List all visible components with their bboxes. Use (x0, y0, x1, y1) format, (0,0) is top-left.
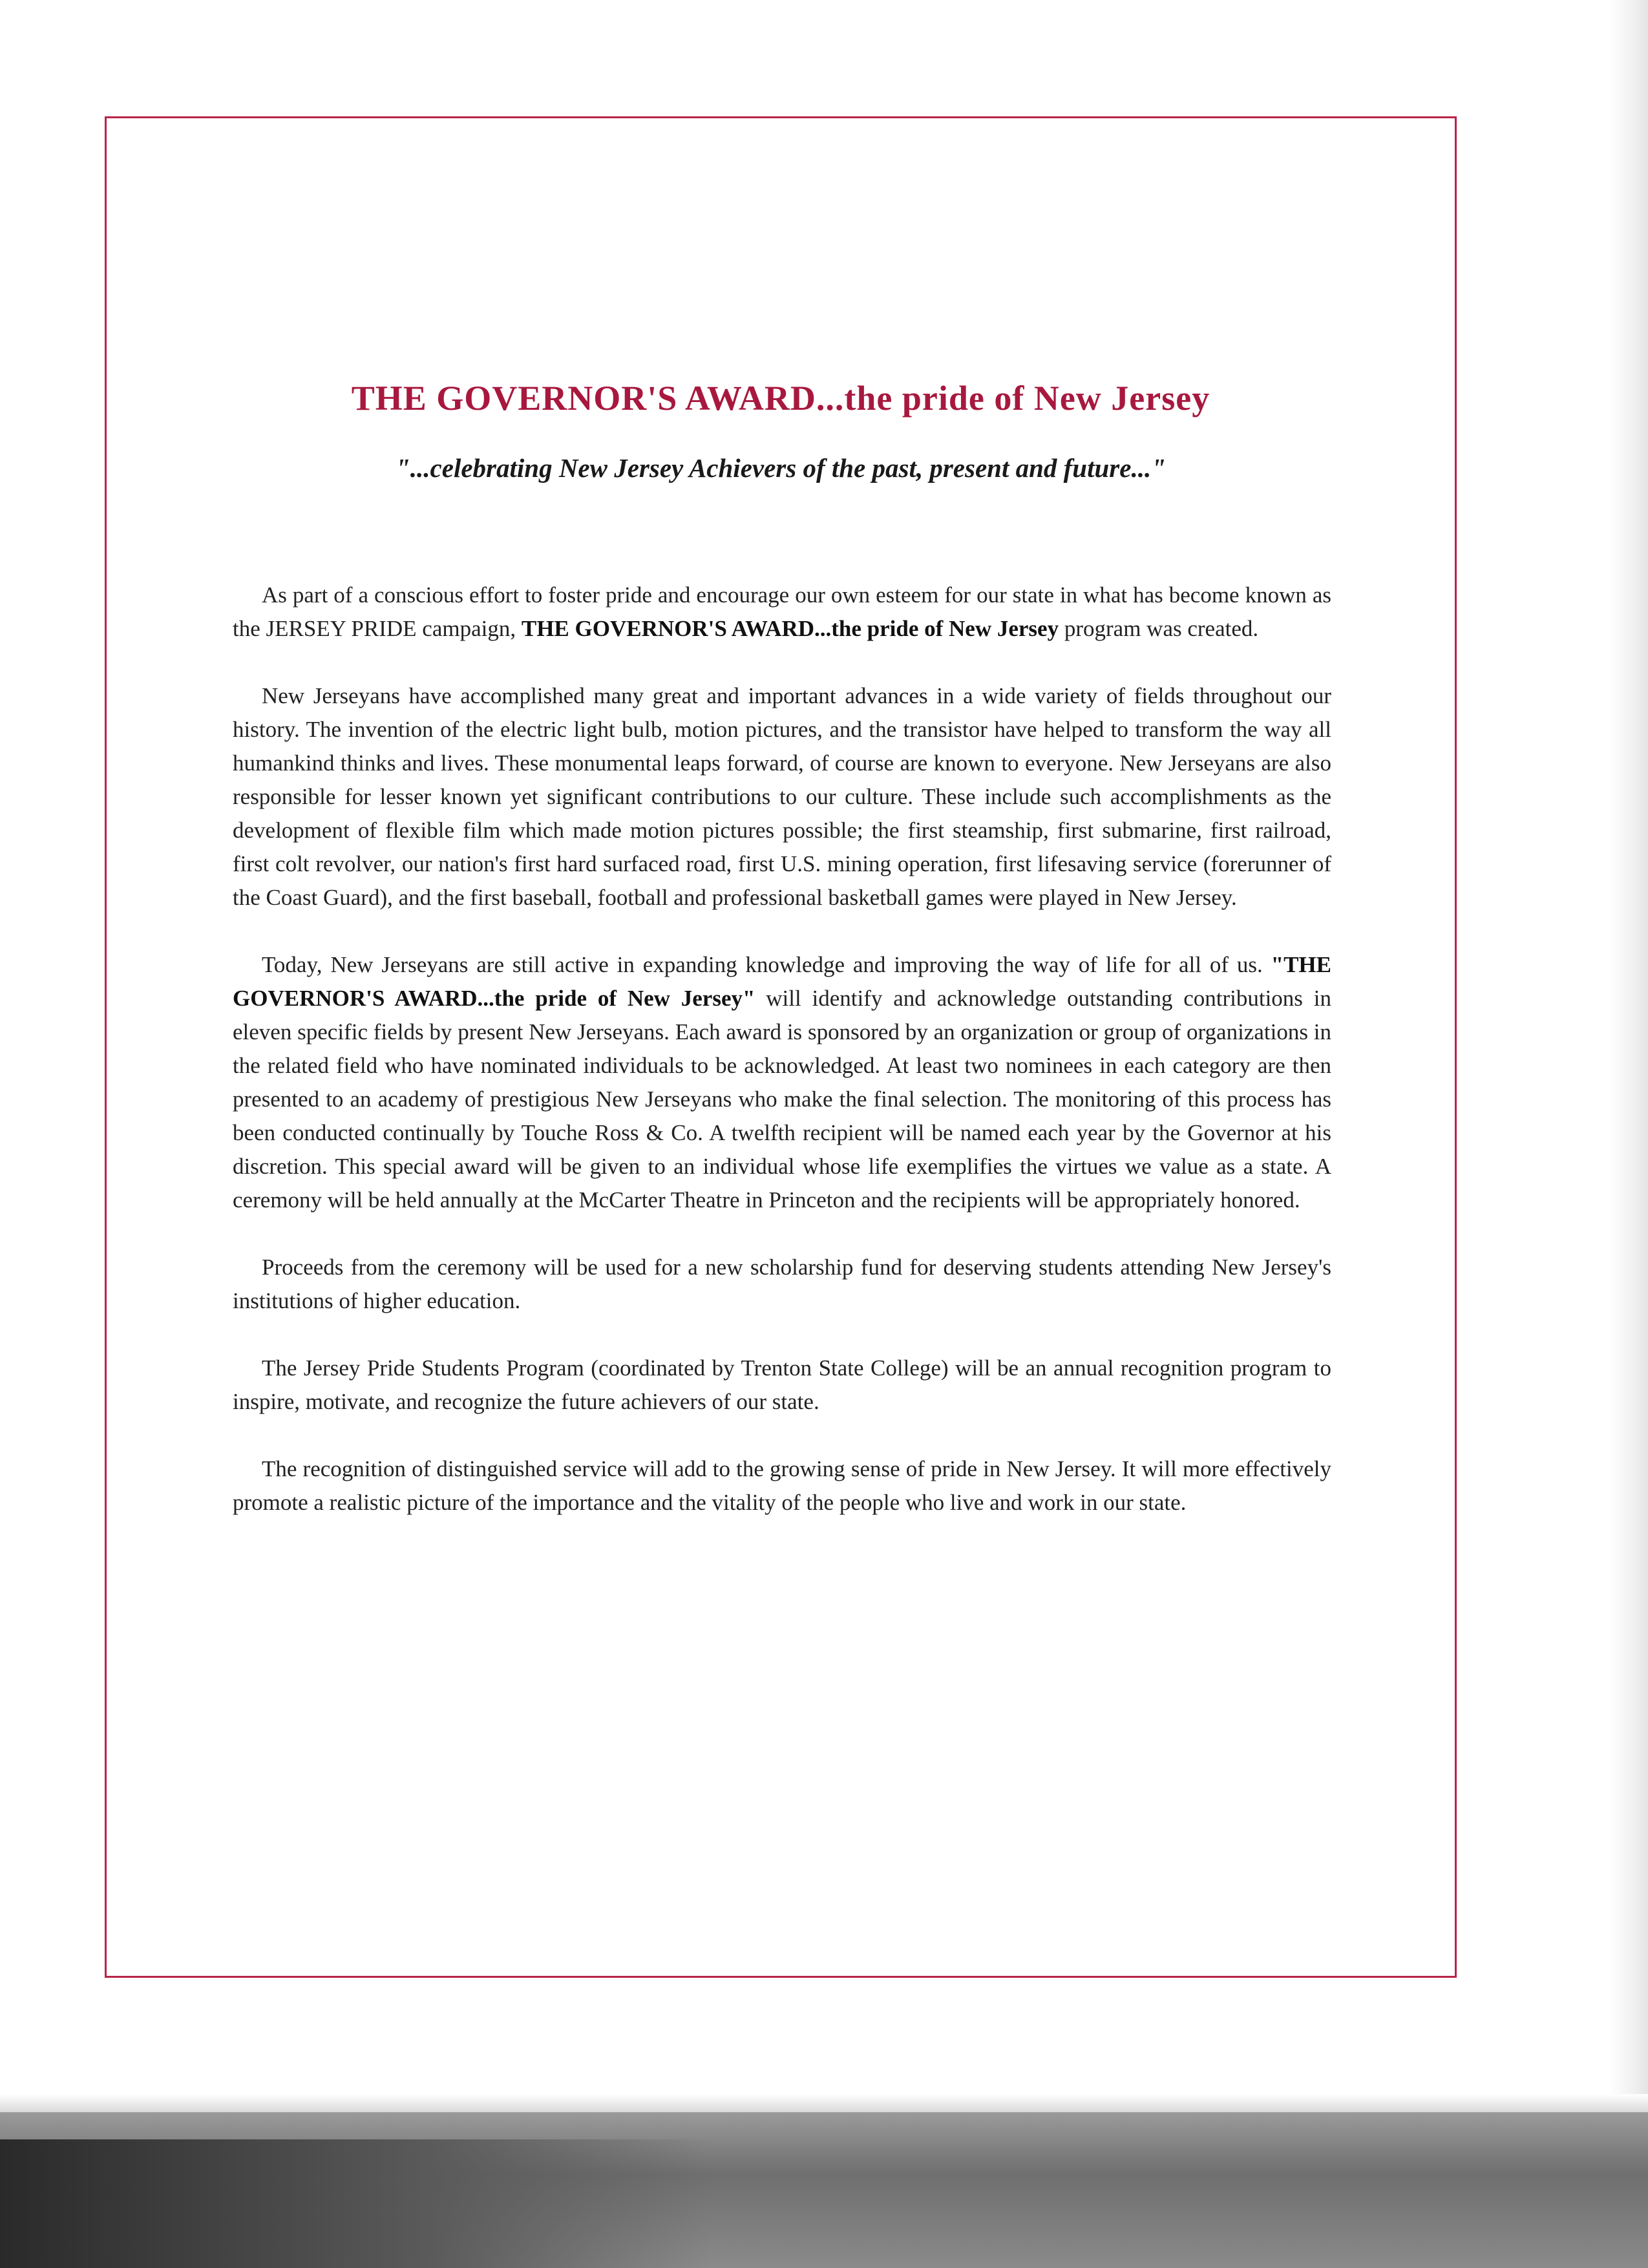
scanner-dark-region (0, 2139, 711, 2268)
page-edge-shadow (1609, 0, 1648, 2268)
body-text (233, 578, 1331, 1553)
page-bottom-shadow (0, 2094, 1648, 2112)
paragraph-students-program: The Jersey Pride Students Program (coordinated by Trenton State College) will be an annual recognition program to inspire, motivate, and recognize the future achievers of our state. (233, 1355, 1331, 1414)
program-name-bold: THE GOVERNOR'S AWARD...the pride of New Jersey (521, 616, 1059, 641)
paragraph-recognition: The recognition of distinguished service will add to the growing sense of pride in New Jersey. It will more effectively promote a realistic picture of the importance and the vitality of the people who live and work in our state. (233, 1456, 1331, 1515)
award-name-bold: "THE GOVERNOR'S AWARD...the pride of New Jersey" (233, 952, 1331, 1011)
paragraph-history: New Jerseyans have accomplished many great and important advances in a wide variety of fields throughout our history. The invention of the electric light bulb, motion pictures, and the transistor have helped to transform the way all humankind thinks and lives. These monumental leaps forward, of course are known to everyone. New Jerseyans are also responsible for lesser known yet significant contributions to our culture. These include such accomplishments as the development of flexible film which made motion pictures possible; the first steamship, first submarine, first railroad, first colt revolver, our nation's first hard surfaced road, first U.S. mining operation, first lifesaving service (forerunner of the Coast Guard), and the first baseball, football and professional basketball games were played in New Jersey. (233, 683, 1331, 910)
page-title: THE GOVERNOR'S AWARD...the pride of New Jersey (351, 379, 1210, 418)
page-subtitle: "...celebrating New Jersey Achievers of the past, present and future..." (396, 453, 1166, 483)
paragraph-proceeds: Proceeds from the ceremony will be used for a new scholarship fund for deserving students attending New Jersey's institutions of higher education. (233, 1255, 1331, 1313)
paragraph-today: Today, New Jerseyans are still active in expanding knowledge and improving the way of life for all of us. "THE GOVERNOR'S AWARD...the pride of New Jersey" will identify and acknowledge outstanding contributions in eleven specific fields by present New Jerseyans. Each award is sponsored by an organization or group of organizations in the related field who have nominated individuals to be acknowledged. At least two nominees in each category are then presented to an academy of prestigious New Jerseyans who make the final selection. The monitoring of this process has been conducted continually by Touche Ross & Co. A twelfth recipient will be named each year by the Governor at his discretion. This special award will be given to an individual whose life exemplifies the virtues we value as a state. A ceremony will be held annually at the McCarter Theatre in Princeton and the recipients will be appropriately honored. (233, 952, 1331, 1213)
paragraph-intro: As part of a conscious effort to foster pride and encourage our own esteem for our state in what has become known as the JERSEY PRIDE campaign, THE GOVERNOR'S AWARD...the pride of New Jersey program was created. (233, 582, 1331, 641)
